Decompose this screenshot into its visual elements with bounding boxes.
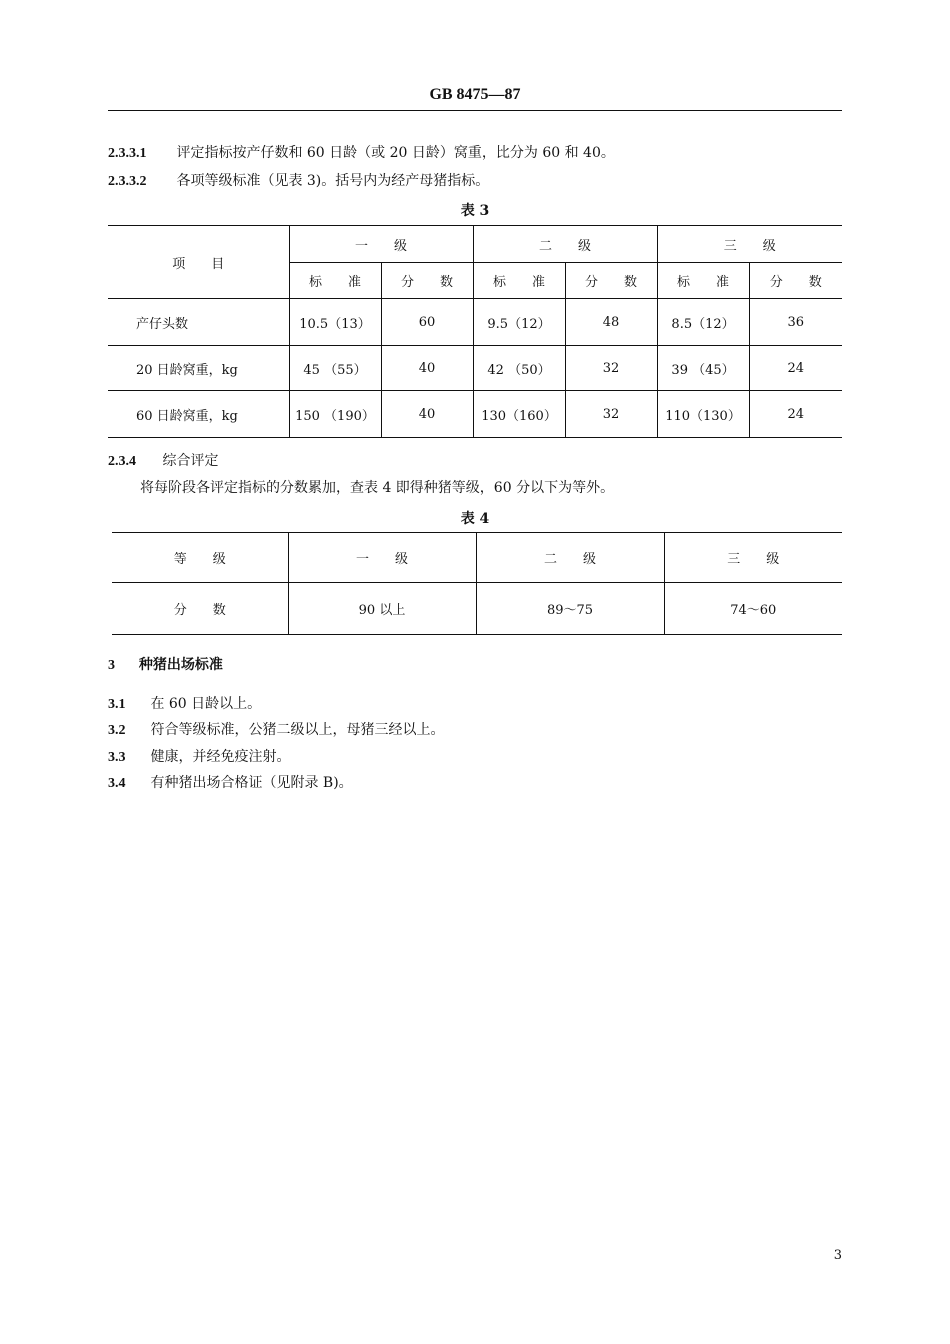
clause-title: 综合评定 — [162, 453, 219, 469]
clause-2-3-4-text: 将每阶段各评定指标的分数累加，查表 4 即得种猪等级，60 分以下为等外。 — [140, 480, 615, 496]
table-cell: 39 （45） — [657, 346, 749, 391]
clause-3-3 — [108, 746, 290, 766]
table-cell: 9.5（12） — [473, 299, 565, 346]
table-cell: 10.5（13） — [289, 299, 381, 346]
table-cell: 24 — [749, 391, 842, 438]
clause-text: 在 60 日龄以上。 — [150, 696, 262, 712]
table-row — [108, 299, 842, 346]
clause-text: 有种猪出场合格证（见附录 B)。 — [150, 775, 353, 791]
score-label-cell: 分 数 — [112, 583, 288, 635]
grade-header-1: 一 级 — [288, 533, 476, 583]
table-3 — [108, 225, 842, 438]
clause-3-2 — [108, 719, 444, 739]
table-cell: 24 — [749, 346, 842, 391]
table-cell: 45 （55） — [289, 346, 381, 391]
table-cell: 40 — [381, 391, 473, 438]
clause-2-3-3-1 — [108, 142, 615, 162]
clause-3-4 — [108, 772, 353, 792]
section-title: 种猪出场标准 — [138, 657, 223, 673]
clause-text: 符合等级标准，公猪二级以上，母猪三经以上。 — [150, 722, 445, 738]
header-divider — [108, 110, 842, 111]
clause-text: 评定指标按产仔数和 60 日龄（或 20 日龄）窝重，比分为 60 和 40。 — [176, 145, 615, 161]
clause-number: 3.1 — [108, 697, 126, 712]
grade-header-2: 二 级 — [476, 533, 664, 583]
table-cell: 8.5（12） — [657, 299, 749, 346]
document-header-title: GB 8475—87 — [429, 86, 521, 103]
clause-number: 2.3.3.1 — [108, 146, 147, 161]
table-cell: 110（130） — [657, 391, 749, 438]
item-header-cell: 项 目 — [108, 226, 289, 299]
score-header: 分 数 — [381, 263, 473, 299]
table-cell: 90 以上 — [288, 583, 476, 635]
table-cell: 150 （190） — [289, 391, 381, 438]
table-cell: 40 — [381, 346, 473, 391]
grade-header-1: 一 级 — [289, 226, 473, 263]
standard-header: 标 准 — [289, 263, 381, 299]
clause-number: 3.3 — [108, 750, 126, 765]
row-label: 60 日龄窝重，kg — [108, 391, 289, 438]
score-header: 分 数 — [749, 263, 842, 299]
standard-header: 标 准 — [473, 263, 565, 299]
table-cell: 130（160） — [473, 391, 565, 438]
table-cell: 60 — [381, 299, 473, 346]
row-label: 20 日龄窝重，kg — [108, 346, 289, 391]
table-cell: 42 （50） — [473, 346, 565, 391]
table-cell: 32 — [565, 391, 657, 438]
table-4 — [112, 532, 842, 635]
clause-number: 2.3.3.2 — [108, 174, 147, 189]
grade-label-cell: 等 级 — [112, 533, 288, 583]
table-row — [108, 346, 842, 391]
section-3-heading — [108, 654, 223, 674]
table-cell: 32 — [565, 346, 657, 391]
table-cell: 48 — [565, 299, 657, 346]
clause-text: 健康，并经免疫注射。 — [150, 749, 291, 765]
clause-number: 3.2 — [108, 723, 126, 738]
clause-3-1 — [108, 693, 261, 713]
table-row — [108, 391, 842, 438]
grade-header-2: 二 级 — [473, 226, 657, 263]
grade-header-3: 三 级 — [657, 226, 842, 263]
table-cell: 36 — [749, 299, 842, 346]
table-cell: 74～60 — [664, 583, 842, 635]
clause-number: 2.3.4 — [108, 454, 136, 469]
table-row — [112, 583, 842, 635]
page-number: 3 — [833, 1248, 842, 1263]
table-4-caption: 表 4 — [460, 511, 490, 527]
standard-header: 标 准 — [657, 263, 749, 299]
score-header: 分 数 — [565, 263, 657, 299]
clause-2-3-4 — [108, 450, 218, 470]
clause-2-3-3-2 — [108, 170, 489, 190]
clause-text: 各项等级标准（见表 3)。括号内为经产母猪指标。 — [176, 173, 490, 189]
row-label: 产仔头数 — [108, 299, 289, 346]
table-3-caption: 表 3 — [460, 203, 490, 219]
clause-number: 3.4 — [108, 776, 126, 791]
section-number: 3 — [108, 658, 115, 673]
grade-header-3: 三 级 — [664, 533, 842, 583]
table-cell: 89～75 — [476, 583, 664, 635]
